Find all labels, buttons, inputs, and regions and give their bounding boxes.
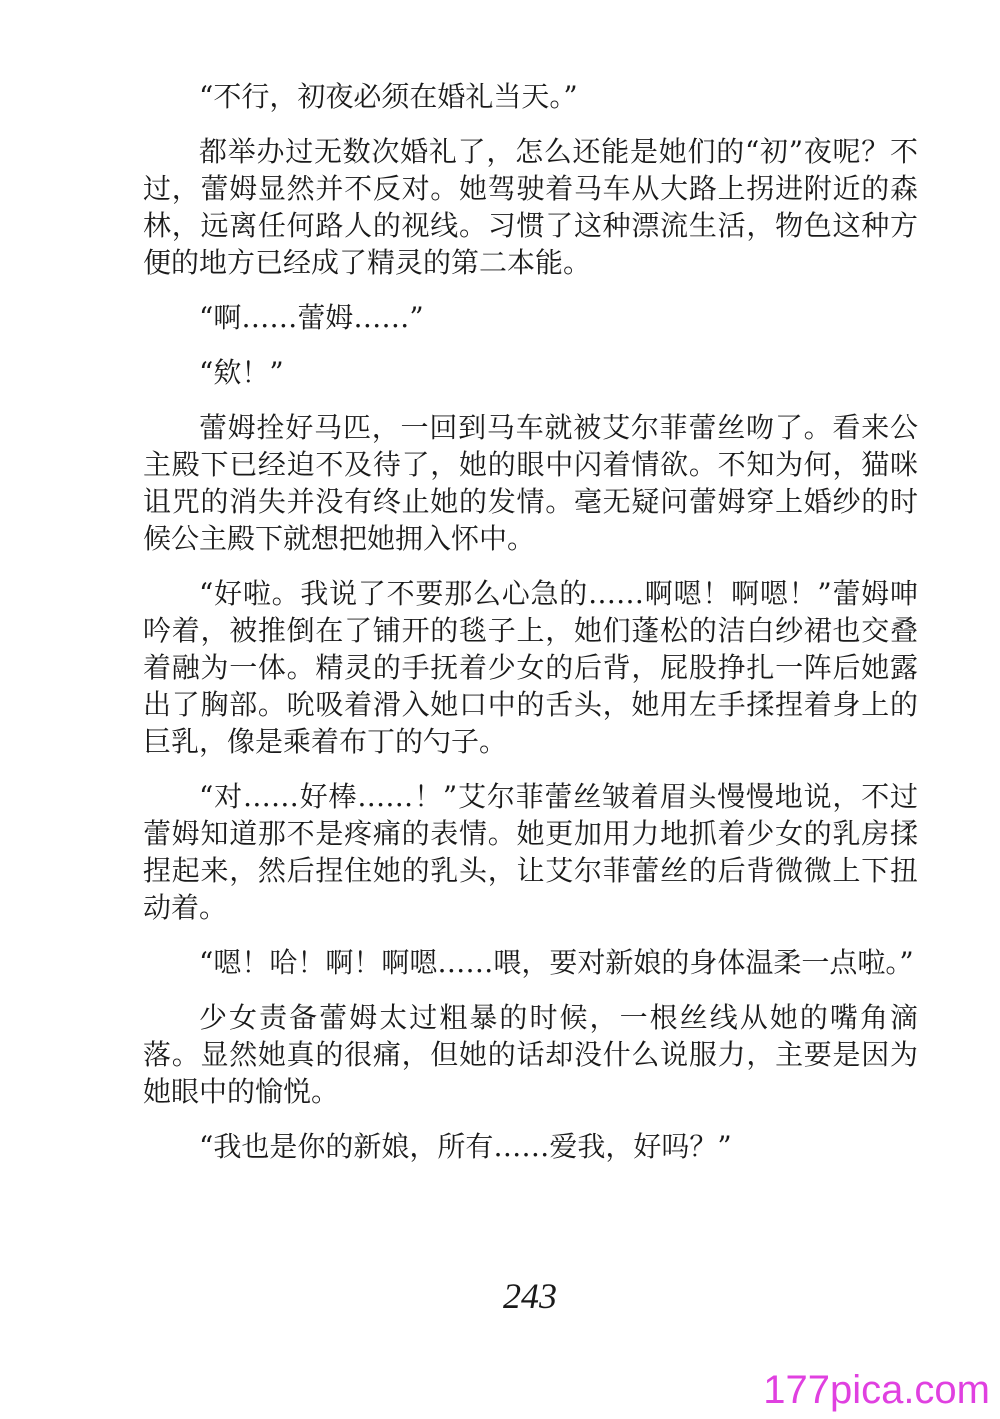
paragraph: 少女责备蕾姆太过粗暴的时候，一根丝线从她的嘴角滴落。显然她真的很痛，但她的话却没什么说服力，主要是因为她眼中的愉悦。 <box>143 1001 918 1108</box>
paragraph: 蕾姆拴好马匹，一回到马车就被艾尔菲蕾丝吻了。看来公主殿下已经迫不及待了，她的眼中闪着情欲。不知为何，猫咪诅咒的消失并没有终止她的发情。毫无疑问蕾姆穿上婚纱的时候公主殿下就想把她拥入怀中。 <box>143 411 918 555</box>
paragraph: “对……好棒……！”艾尔菲蕾丝皱着眉头慢慢地说，不过蕾姆知道那不是疼痛的表情。她更加用力地抓着少女的乳房揉捏起来，然后捏住她的乳头，让艾尔菲蕾丝的后背微微上下扭动着。 <box>143 780 918 924</box>
paragraph: “我也是你的新娘，所有……爱我，好吗？” <box>199 1130 732 1163</box>
page-number: 243 <box>503 1276 557 1316</box>
paragraph: 都举办过无数次婚礼了，怎么还能是她们的“初”夜呢？不过，蕾姆显然并不反对。她驾驶着马车从大路上拐进附近的森林，远离任何路人的视线。习惯了这种漂流生活，物色这种方便的地方已经成了精灵的第二本能。 <box>143 135 918 279</box>
page-body <box>143 78 918 1183</box>
watermark: 177pica.com <box>763 1368 990 1412</box>
paragraph: “啊……蕾姆……” <box>199 301 424 334</box>
paragraph: “嗯！哈！啊！啊嗯……喂，要对新娘的身体温柔一点啦。” <box>199 946 914 979</box>
paragraph: “不行，初夜必须在婚礼当天。” <box>199 80 578 113</box>
paragraph: “欸！” <box>199 356 284 389</box>
paragraph: “好啦。我说了不要那么心急的……啊嗯！啊嗯！”蕾姆呻吟着，被推倒在了铺开的毯子上，她们蓬松的洁白纱裙也交叠着融为一体。精灵的手抚着少女的后背，屁股挣扎一阵后她露出了胸部。吮吸着滑入她口中的舌头，她用左手揉捏着身上的巨乳，像是乘着布丁的勺子。 <box>143 577 918 758</box>
